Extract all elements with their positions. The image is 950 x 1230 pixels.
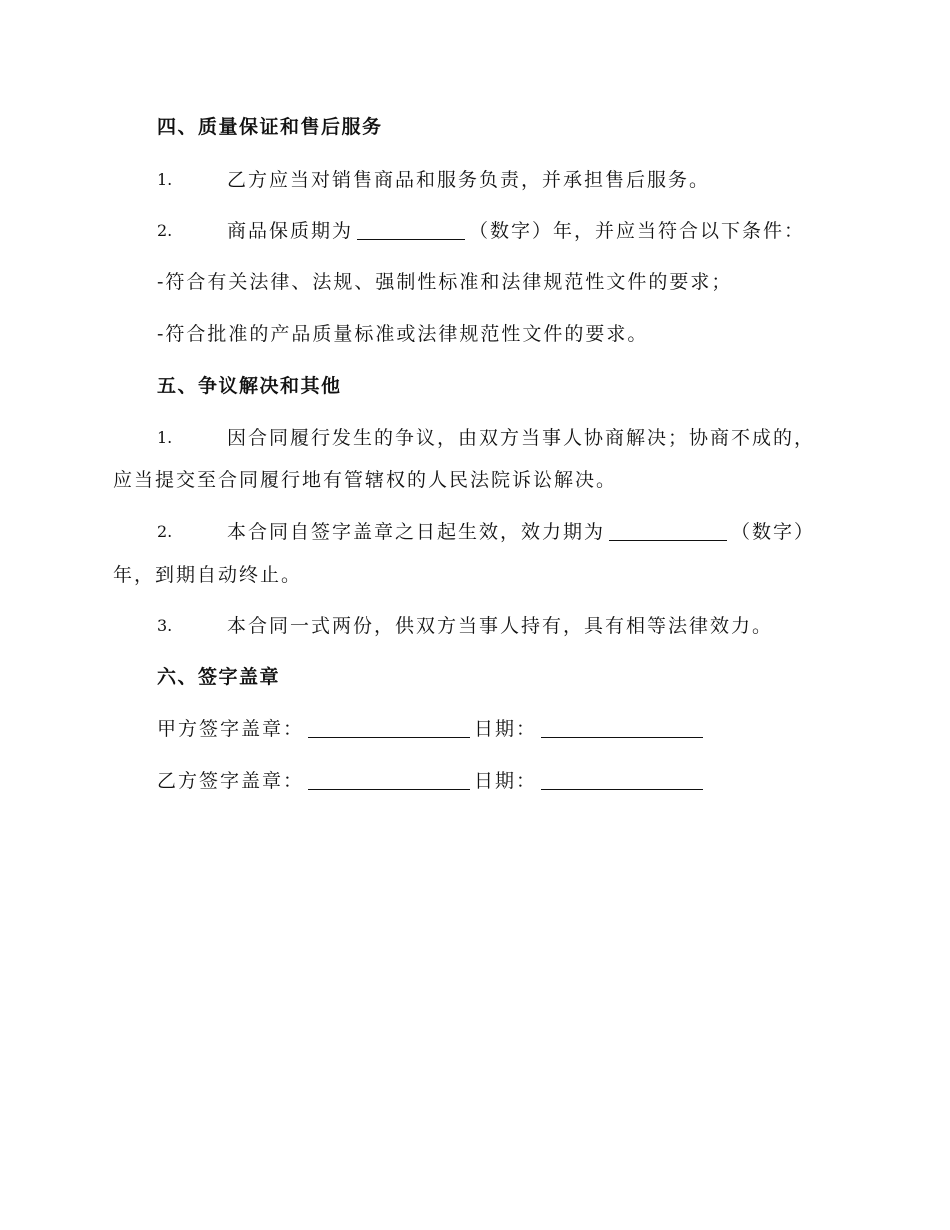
party-a-date-blank <box>541 719 703 738</box>
section-5-item-2-line-2: 年，到期自动终止。 <box>113 564 303 586</box>
party-b-signature-row <box>157 769 707 793</box>
section-5-item-3-number: 3. <box>157 616 173 635</box>
condition-2: -符合批准的产品质量标准或法律规范性文件的要求。 <box>157 323 649 345</box>
party-a-label: 甲方签字盖章： <box>157 718 305 740</box>
warranty-suffix: （数字）年，并应当符合以下条件： <box>469 220 806 242</box>
party-b-signature-blank <box>308 771 470 790</box>
validity-label: 本合同自签字盖章之日起生效，效力期为 <box>227 521 606 543</box>
party-b-label: 乙方签字盖章： <box>157 770 305 792</box>
section-4-item-2-text <box>227 219 805 243</box>
section-5-item-3-text: 本合同一式两份，供双方当事人持有，具有相等法律效力。 <box>227 615 774 637</box>
section-5-heading: 五、争议解决和其他 <box>157 375 342 397</box>
party-b-date-label: 日期： <box>474 770 538 792</box>
condition-1: -符合有关法律、法规、强制性标准和法律规范性文件的要求； <box>157 271 733 293</box>
section-4-item-2-number: 2. <box>157 221 173 240</box>
party-a-date-label: 日期： <box>474 718 538 740</box>
warranty-label: 商品保质期为 <box>227 220 354 242</box>
section-6-heading: 六、签字盖章 <box>157 666 281 688</box>
validity-suffix: （数字） <box>731 521 816 543</box>
section-5-item-1-number: 1. <box>157 428 173 447</box>
section-5-item-2-line-1 <box>227 520 815 544</box>
section-5-item-2-number: 2. <box>157 522 173 541</box>
warranty-years-blank <box>357 221 465 240</box>
section-5-item-1-line-2: 应当提交至合同履行地有管辖权的人民法院诉讼解决。 <box>113 469 618 491</box>
section-4-item-1-text: 乙方应当对销售商品和服务负责，并承担售后服务。 <box>227 169 711 191</box>
section-4-item-1-number: 1. <box>157 170 173 189</box>
section-5-item-1-line-1: 因合同履行发生的争议，由双方当事人协商解决；协商不成的， <box>227 427 816 449</box>
party-a-signature-row <box>157 717 707 741</box>
party-a-signature-blank <box>308 719 470 738</box>
validity-years-blank <box>609 522 727 541</box>
section-4-heading: 四、质量保证和售后服务 <box>157 116 383 138</box>
party-b-date-blank <box>541 771 703 790</box>
